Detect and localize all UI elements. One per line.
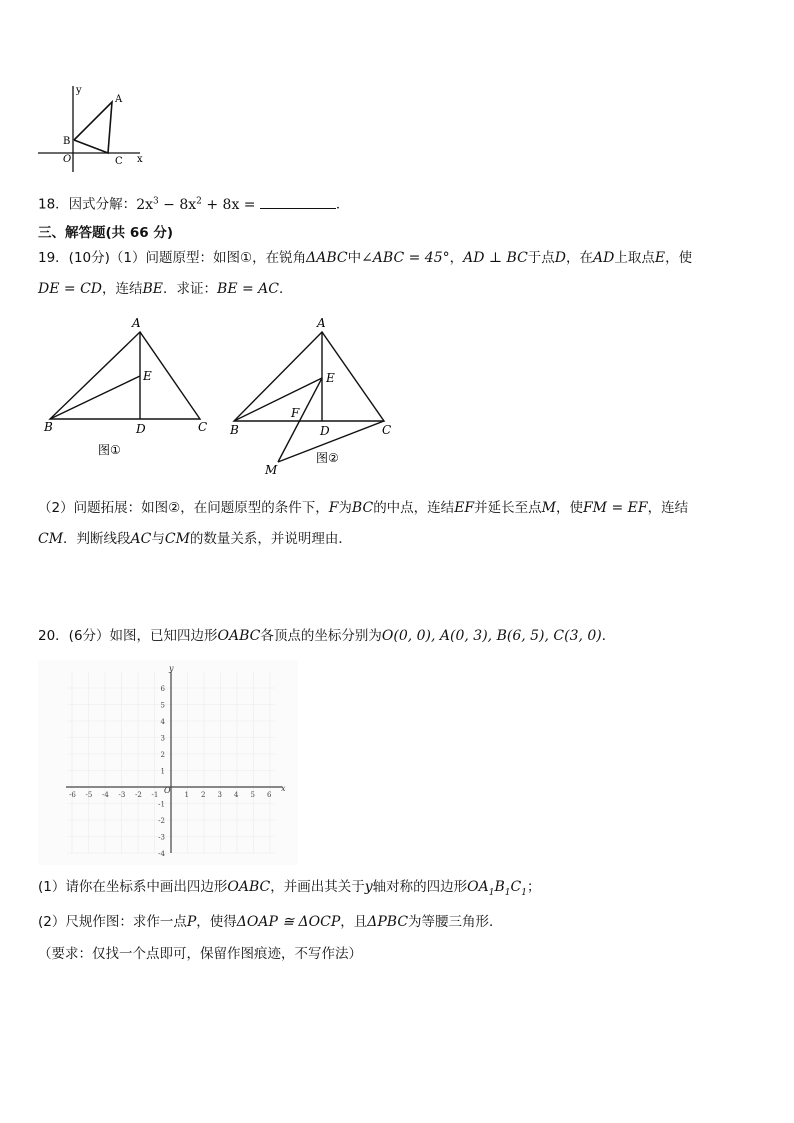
q19-text-e: ，在 <box>566 250 594 266</box>
q19-line2 <box>38 280 293 298</box>
fig2-M: M <box>265 463 278 477</box>
q20-part2 <box>38 913 503 931</box>
grid-y-label: y <box>169 664 174 673</box>
q19-angle: ∠ABC = 45° <box>361 250 450 266</box>
q19-p2-d: 并延长至点 <box>474 500 542 516</box>
label-y: y <box>76 85 82 96</box>
q19-p2-M: M <box>541 500 556 516</box>
q17-figure <box>36 84 156 174</box>
q20-p2-PBC: ΔPBC <box>367 914 409 930</box>
q20-p2-cong: ΔOAP ≅ ΔOCP <box>236 914 341 930</box>
answer-blank[interactable] <box>260 196 336 209</box>
grid-x-tick-label: -2 <box>135 791 142 799</box>
grid-x-tick-label: -6 <box>69 791 76 799</box>
q18-expr <box>136 197 255 213</box>
grid-x-tick-label: 6 <box>267 791 272 799</box>
q19-p2-fm: FM = EF <box>582 500 648 516</box>
q19-p2-CM2: CM <box>164 531 190 547</box>
grid-x-tick-label: 4 <box>234 791 239 799</box>
q19-text-d: 于点 <box>527 250 555 266</box>
q20-p2-P: P <box>186 914 197 930</box>
fig2-C: C <box>382 423 392 437</box>
q19-p2-e: ，使 <box>555 500 583 516</box>
grid-x-tick-label: 2 <box>201 791 206 799</box>
fig1-C: C <box>198 420 208 434</box>
label-a: A <box>115 94 123 105</box>
grid-y-tick-label: -2 <box>158 817 165 825</box>
grid-origin-label: O <box>164 786 171 795</box>
grid-x-tick-label: 1 <box>184 791 189 799</box>
q19-BE: BE <box>142 281 164 297</box>
q19-line1 <box>38 249 692 267</box>
q20-p1-C: C <box>510 879 522 895</box>
grid-y-tick-label: -3 <box>158 833 165 842</box>
q19-p2-AC: AC <box>130 531 152 547</box>
q18-exp2: 2 <box>196 196 202 206</box>
label-x: x <box>137 154 143 165</box>
q19-p2-l2b: 与 <box>151 531 165 547</box>
q20-p2-c: ，且 <box>340 914 368 930</box>
fig2-B: B <box>230 423 239 437</box>
q20-p1-y: y <box>364 879 373 895</box>
q20-part1 <box>38 878 540 902</box>
question-18 <box>38 192 349 214</box>
q19-p2-CM: CM <box>38 531 64 547</box>
grid-y-tick-label: 3 <box>160 734 165 743</box>
fig2-D: D <box>320 424 330 438</box>
fig2-A: A <box>317 316 326 330</box>
q19-text-g: ，使 <box>665 250 693 266</box>
q20-intro: 20．(6分）如图，已知四边形 <box>38 628 218 644</box>
q18-end: ． <box>335 196 350 213</box>
q19-p2-l2a: ．判断线段 <box>63 531 131 547</box>
grid-y-tick-label: 6 <box>160 685 165 693</box>
q19-text-j: ． <box>279 281 293 297</box>
label-c: C <box>115 156 123 167</box>
q18-expr-pre: 2x <box>136 196 153 213</box>
grid-y-tick-label: 4 <box>160 718 165 726</box>
label-b: B <box>63 136 71 147</box>
q20-p1-name: OA <box>467 879 489 895</box>
question-20 <box>38 627 615 645</box>
q20-p2-a: (2）尺规作图：求作一点 <box>38 914 187 930</box>
grid-y-tick-label: 2 <box>160 751 165 759</box>
grid-x-tick-label: 3 <box>217 791 222 799</box>
q19-p2-c: 的中点，连结 <box>373 500 455 516</box>
q19-part2-line1 <box>38 499 688 517</box>
q20-p1-B: B <box>494 879 505 895</box>
section-heading: 三、解答题(共 66 分) <box>38 225 174 241</box>
q18-mid: − 8x <box>158 196 197 213</box>
q19-p2-b: 为 <box>338 500 352 516</box>
label-o: O <box>63 154 72 165</box>
grid-x-tick-label: -5 <box>85 791 93 799</box>
q19-perp: AD ⊥ BC <box>463 250 528 266</box>
q20-p1-a: (1）请你在坐标系中画出四边形 <box>38 879 228 895</box>
q19-p2-F: F <box>328 500 339 516</box>
q20-p2-d: 为等腰三角形． <box>408 914 503 930</box>
q20-coordinate-grid <box>38 660 298 865</box>
q20-p1-end: ； <box>526 879 541 895</box>
q19-text-i: ．求证： <box>163 281 218 297</box>
q19-eq2: BE = AC <box>217 281 279 297</box>
q19-AD: AD <box>593 250 615 266</box>
q20-p1-c: 轴对称的四边形 <box>372 879 468 895</box>
scan-background <box>38 660 298 865</box>
fig2-caption: 图② <box>316 451 339 465</box>
q19-part2-line2 <box>38 530 352 548</box>
q19-p2-EF: EF <box>454 500 475 516</box>
q19-text-f: 上取点 <box>614 250 655 266</box>
q19-p2-l2c: 的数量关系，并说明理由． <box>189 531 352 547</box>
q19-figure-1 <box>40 314 220 464</box>
fig1-A: A <box>132 316 141 330</box>
q20-p1-b: ，并画出其关于 <box>270 879 365 895</box>
fig1-caption: 图① <box>98 443 121 457</box>
q19-D: D <box>554 250 567 266</box>
q19-text-a: 19．(10分)（1）问题原型：如图①，在锐角 <box>38 250 307 266</box>
q20-intro-c: ． <box>601 628 616 644</box>
q20-p1-OABC: OABC <box>227 879 271 895</box>
grid-y-tick-label: 1 <box>160 767 165 776</box>
q20-p2-b: ，使得 <box>196 914 237 930</box>
q19-p2-BC: BC <box>351 500 374 516</box>
segment-be-fig2 <box>234 378 322 421</box>
fig2-E: E <box>326 371 335 385</box>
q18-expr-post: + 8x = <box>201 196 256 213</box>
q20-intro-b: 各顶点的坐标分别为 <box>260 628 382 644</box>
q18-prefix: 18．因式分解： <box>38 196 137 213</box>
grid-y-tick-label: -4 <box>158 850 165 858</box>
fig1-D: D <box>136 422 146 436</box>
grid-x-tick-label: 5 <box>250 791 255 799</box>
q19-eq1: DE = CD <box>38 281 103 297</box>
grid-x-tick-label: -3 <box>118 791 126 799</box>
segment-be <box>50 376 140 419</box>
q19-text-b: 中 <box>347 250 362 266</box>
q19-figure-2 <box>226 314 406 479</box>
grid-x-tick-label: -1 <box>151 791 159 799</box>
q19-E: E <box>654 250 666 266</box>
q19-text-c: ， <box>449 250 464 266</box>
grid-y-tick-label: 5 <box>160 701 165 710</box>
q18-exp3: 3 <box>153 196 159 206</box>
q20-p1-sub2: 1 <box>504 887 511 898</box>
triangle-abc-fig1 <box>50 332 200 419</box>
fig1-E: E <box>143 369 152 383</box>
q19-p2-f: ，连结 <box>647 500 689 516</box>
triangle-abc-fig2 <box>234 332 384 421</box>
fig1-B: B <box>44 420 53 434</box>
grid-x-label: x <box>281 784 286 793</box>
q19-text-h: ，连结 <box>102 281 143 297</box>
q19-p2-a: （2）问题拓展：如图②，在问题原型的条件下， <box>38 500 329 516</box>
segment-em <box>278 378 322 462</box>
q19-tri: ΔABC <box>306 250 348 266</box>
q20-OABC: OABC <box>217 628 261 644</box>
q20-requirement: （要求：仅找一个点即可，保留作图痕迹，不写作法） <box>38 946 362 962</box>
grid-y-tick-label: -1 <box>158 800 165 809</box>
fig2-F: F <box>291 406 300 420</box>
grid-x-tick-label: -4 <box>102 791 109 799</box>
q20-p1-quad <box>467 879 527 898</box>
triangle-abc <box>74 102 112 153</box>
q20-coords: O(0, 0), A(0, 3), B(6, 5), C(3, 0) <box>381 628 602 644</box>
q20-p1-sub3: 1 <box>521 887 527 898</box>
q20-p1-sub1: 1 <box>488 887 495 898</box>
